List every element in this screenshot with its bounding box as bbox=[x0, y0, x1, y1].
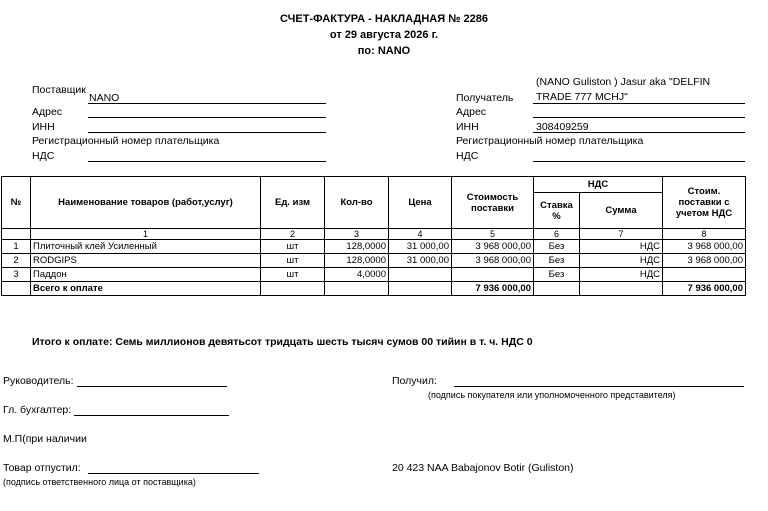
received-label: Получил: bbox=[392, 375, 437, 387]
table-row bbox=[2, 268, 746, 282]
total-with-nds: 7 936 000,00 bbox=[663, 282, 746, 296]
recipient-inn-value: 308409259 bbox=[536, 121, 589, 133]
row-unit: шт bbox=[261, 268, 325, 282]
recipient-name-line1: (NANO Guliston ) Jasur aka "DELFIN bbox=[536, 76, 711, 88]
items-table bbox=[1, 176, 746, 296]
col-number: 2 bbox=[261, 229, 325, 240]
col-number: 5 bbox=[452, 229, 534, 240]
released-label: Товар отпустил: bbox=[3, 462, 81, 474]
col-number: 3 bbox=[325, 229, 389, 240]
col-number: 7 bbox=[580, 229, 663, 240]
supplier-nds-label: НДС bbox=[32, 150, 55, 162]
row-name: Плиточный клей Усиленный bbox=[31, 240, 261, 254]
row-nds-rate: Без bbox=[534, 240, 580, 254]
col-header-qty: Кол-во bbox=[325, 177, 389, 229]
row-cost: 3 968 000,00 bbox=[452, 240, 534, 254]
row-nds-rate: Без bbox=[534, 254, 580, 268]
recipient-inn-label: ИНН bbox=[456, 121, 479, 133]
col-number: 1 bbox=[31, 229, 261, 240]
supplier-nds-line bbox=[88, 161, 326, 162]
recipient-address-label: Адрес bbox=[456, 106, 487, 118]
row-name: Паддон bbox=[31, 268, 261, 282]
received-signature-line bbox=[454, 386, 744, 387]
recipient-nds-line bbox=[533, 161, 745, 162]
stamp-label: М.П(при наличии bbox=[3, 433, 87, 445]
director-signature-line bbox=[77, 386, 227, 387]
row-cost: 3 968 000,00 bbox=[452, 254, 534, 268]
recipient-label: Получатель bbox=[456, 92, 514, 104]
supplier-address-line bbox=[88, 117, 326, 118]
row-cost bbox=[452, 268, 534, 282]
recipient-address-line bbox=[533, 117, 745, 118]
supplier-reg-label: Регистрационный номер плательщика bbox=[32, 135, 220, 147]
supplier-name-line bbox=[88, 103, 326, 104]
table-row bbox=[2, 240, 746, 254]
received-note: (подпись покупателя или уполномоченного представителя) bbox=[428, 390, 676, 400]
row-qty: 128,0000 bbox=[325, 254, 389, 268]
col-header-total-cost: Стоим. поставки с учетом НДС bbox=[663, 177, 746, 229]
invoice-date: от 29 августа 2026 г. bbox=[329, 29, 439, 41]
row-name: RODGIPS bbox=[31, 254, 261, 268]
row-price: 31 000,00 bbox=[389, 254, 452, 268]
row-total: 3 968 000,00 bbox=[663, 254, 746, 268]
col-header-nds-sum: Сумма bbox=[580, 193, 663, 229]
total-label: Всего к оплате bbox=[31, 282, 261, 296]
total-row bbox=[2, 282, 746, 296]
row-nds-sum: НДС bbox=[580, 268, 663, 282]
col-header-cost: Стоимость поставки bbox=[452, 177, 534, 229]
director-label: Руководитель: bbox=[3, 375, 74, 387]
row-nds-sum: НДС bbox=[580, 254, 663, 268]
total-cost: 7 936 000,00 bbox=[452, 282, 534, 296]
row-unit: шт bbox=[261, 240, 325, 254]
row-qty: 4,0000 bbox=[325, 268, 389, 282]
agent-info: 20 423 NAA Babajonov Botir (Guliston) bbox=[392, 462, 574, 474]
row-total bbox=[663, 268, 746, 282]
col-header-nds-rate: Ставка % bbox=[534, 193, 580, 229]
invoice-by: по: NANO bbox=[357, 45, 411, 57]
row-total: 3 968 000,00 bbox=[663, 240, 746, 254]
supplier-inn-line bbox=[88, 132, 326, 133]
row-nds-sum: НДС bbox=[580, 240, 663, 254]
recipient-inn-line bbox=[533, 132, 745, 133]
col-header-name: Наименование товаров (работ,услуг) bbox=[31, 177, 261, 229]
col-header-num: № bbox=[2, 177, 31, 229]
row-num: 1 bbox=[2, 240, 31, 254]
supplier-inn-label: ИНН bbox=[32, 121, 55, 133]
row-num: 3 bbox=[2, 268, 31, 282]
col-number: 8 bbox=[663, 229, 746, 240]
supplier-address-label: Адрес bbox=[32, 106, 63, 118]
accountant-label: Гл. бухгалтер: bbox=[3, 404, 72, 416]
col-header-nds: НДС bbox=[534, 177, 663, 193]
recipient-nds-label: НДС bbox=[456, 150, 479, 162]
table-row bbox=[2, 254, 746, 268]
recipient-reg-label: Регистрационный номер плательщика bbox=[456, 135, 644, 147]
recipient-name-line bbox=[533, 103, 745, 104]
released-signature-line bbox=[88, 473, 259, 474]
row-price: 31 000,00 bbox=[389, 240, 452, 254]
row-unit: шт bbox=[261, 254, 325, 268]
col-number: 6 bbox=[534, 229, 580, 240]
col-header-price: Цена bbox=[389, 177, 452, 229]
col-number: 4 bbox=[389, 229, 452, 240]
col-number-row bbox=[2, 229, 746, 240]
row-nds-rate: Без bbox=[534, 268, 580, 282]
invoice-title: СЧЕТ-ФАКТУРА - НАКЛАДНАЯ № 2286 bbox=[280, 13, 488, 25]
row-price bbox=[389, 268, 452, 282]
row-num: 2 bbox=[2, 254, 31, 268]
supplier-name: NANO bbox=[89, 92, 120, 104]
row-qty: 128,0000 bbox=[325, 240, 389, 254]
released-note: (подпись ответственного лица от поставщика) bbox=[3, 477, 196, 487]
col-header-unit: Ед. изм bbox=[261, 177, 325, 229]
accountant-signature-line bbox=[74, 415, 229, 416]
amount-in-words: Итого к оплате: Семь миллионов девятьсот тридцать шесть тысяч сумов 00 тийин в т. ч. НДС 0 bbox=[32, 336, 533, 348]
recipient-name-line2: TRADE 777 MCHJ" bbox=[536, 91, 628, 103]
supplier-label: Поставщик bbox=[32, 84, 86, 96]
